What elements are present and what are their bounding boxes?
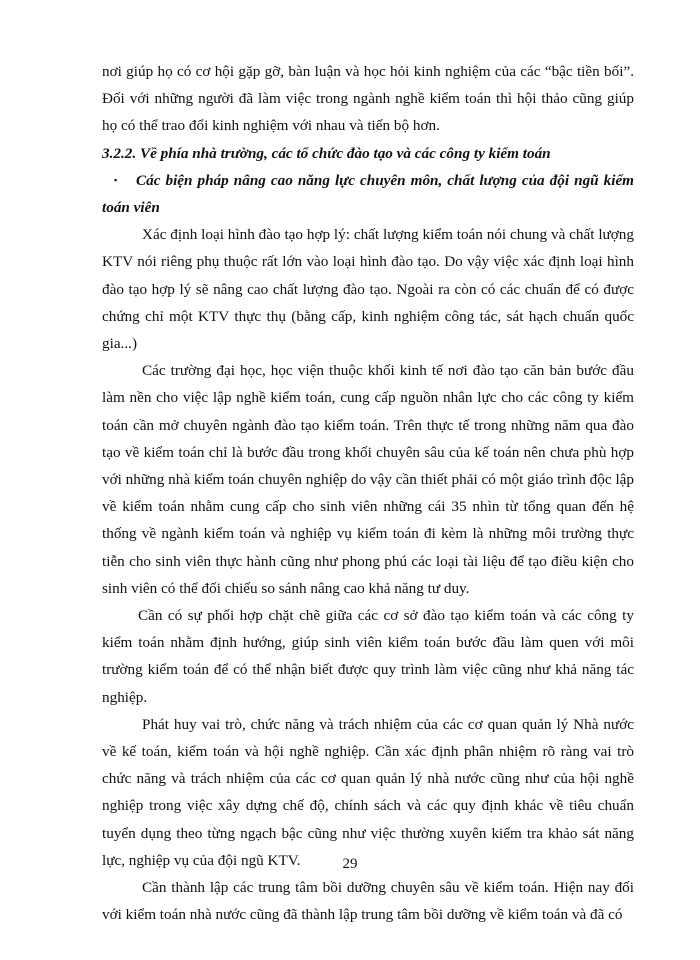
section-heading: 3.2.2. Về phía nhà trường, các tổ chức đào tạo và các công ty kiểm toán	[102, 144, 551, 162]
bullet-heading-text: Các biện pháp nâng cao năng lực chuyên môn, chất lượng của đội ngũ kiểm toán viên	[102, 171, 634, 217]
body-paragraph: Xác định loại hình đào tạo hợp lý: chất lượng kiểm toán nói chung và chất lượng KTV nói riêng phụ thuộc rất lớn vào loại hình đào tạo. Do vậy việc xác định loại hình đào tạo hợp lý sẽ nâng cao chất lượng đào tạo. Ngoài ra còn có các chuẩn để có được chứng chỉ một KTV thực thụ (bằng cấp, kinh nghiệm công tác, sát hạch chuẩn quốc gia...)	[102, 226, 634, 353]
body-paragraph: Phát huy vai trò, chức năng và trách nhiệm của các cơ quan quản lý Nhà nước về kế toán, kiểm toán và hội nghề nghiệp. Cần xác định phân nhiệm rõ ràng vai trò chức năng và trách nhiệm của các cơ quan quản lý nhà nước cũng như của hội nghề nghiệp trong việc xây dựng chế độ, chính sách và các quy định khác về tiêu chuẩn tuyển dụng theo từng ngạch bậc cũng như việc thường xuyên kiểm tra khảo sát năng lực, nghiệp vụ của đội ngũ KTV.	[102, 715, 634, 869]
body-paragraph: Cần có sự phối hợp chặt chẽ giữa các cơ sở đào tạo kiểm toán và các công ty kiểm toán nhằm định hướng, giúp sinh viên kiểm toán bước đầu làm quen với môi trường kiểm toán để có thể nhận biết được quy trình làm việc cũng như khả năng tác nghiệp.	[102, 607, 634, 706]
page-content	[102, 58, 634, 929]
bullet-heading	[102, 167, 634, 221]
square-bullet-icon: ▪	[114, 174, 118, 185]
continuation-paragraph: nơi giúp họ có cơ hội gặp gỡ, bàn luận và học hỏi kinh nghiệm của các “bậc tiền bối”. Đối với những người đã làm việc trong ngành nghề kiểm toán thì hội thảo cũng giúp họ có thể trao đổi kinh nghiệm với nhau và tiến bộ hơn.	[102, 63, 634, 135]
body-paragraph: Các trường đại học, học viện thuộc khối kinh tế nơi đào tạo căn bản bước đầu làm nền cho việc lập nghề kiểm toán, cung cấp nguồn nhân lực cho các công ty kiểm toán cần mở chuyên ngành đào tạo kiểm toán. Trên thực tế trong những năm qua đào tạo về kiểm toán chỉ là bước đầu trong khối chuyên sâu của kế toán nên chưa phù hợp với những nhà kiểm toán chuyên nghiệp do vậy cần thiết phải có một giáo trình độc lập về kiểm toán nhằm cung cấp cho sinh viên những cái 35 nhìn từ tổng quan đến hệ thống về ngành kiểm toán và nghiệp vụ kiểm toán đi kèm là những môi trường thực tiễn cho sinh viên thực hành cũng như phong phú các loại tài liệu để tạo điều kiện cho sinh viên có thể đối chiếu so sánh nâng cao khả năng tư duy.	[102, 362, 634, 597]
page-number: 29	[342, 856, 358, 872]
body-paragraph: Cần thành lập các trung tâm bồi dưỡng chuyên sâu về kiểm toán. Hiện nay đối với kiểm toán nhà nước cũng đã thành lập trung tâm bồi dưỡng về kiểm toán và đã có	[102, 879, 634, 924]
